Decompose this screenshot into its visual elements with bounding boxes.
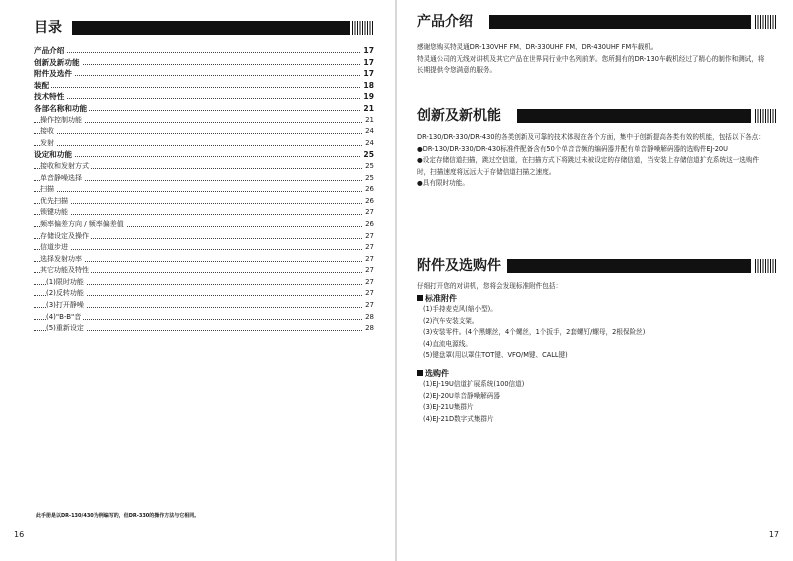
toc-entry [34,184,374,196]
header-bar [517,109,751,123]
toc-leader-dots [34,261,374,262]
toc-entry-label: (5)重新设定 [46,324,84,333]
toc-entry [34,323,374,335]
toc-entry [34,126,374,138]
toc-entry [34,45,374,57]
toc-leader-dots [34,133,374,134]
section-title-intro: 产品介绍 [417,14,473,30]
toc-entry [34,138,374,150]
toc-entry [34,277,374,289]
intro-paragraph [417,42,767,77]
toc-entry [34,91,374,103]
toc-entry-label: 优先扫描 [40,196,68,205]
toc-entry-page: 18 [363,80,374,90]
accessories-paragraph [417,281,767,425]
table-of-contents [34,45,374,335]
toc-entry-label: 创新及新功能 [34,57,80,67]
toc-entry-label: 扫描 [40,185,54,194]
toc-entry-label: 存储设定及操作 [40,231,89,240]
intro-line: 特灵通公司的无线对讲机及其它产品在世界同行业中名列前茅。您所拥有的DR-130车载机经过了精心的制作和测试，将长期提供令您满意的服务。 [417,54,765,74]
toc-entry-page: 27 [363,254,374,266]
toc-entry [34,219,374,231]
toc-leader-dots [34,249,374,250]
toc-entry-page: 25 [363,161,374,173]
toc-entry [34,265,374,277]
standard-item: (5)键盘罩(用以罩住TOT键、VFO/M键、CALL键) [423,351,568,359]
toc-entry-label: 操作控制功能 [40,115,82,124]
toc-entry-page: 21 [363,115,374,127]
section-header-intro [417,11,777,33]
toc-leader-dots [34,214,374,215]
toc-entry [34,231,374,243]
innovation-bullet: ●具有限时功能。 [417,179,469,187]
standard-item: (2)汽车安装支架。 [423,316,479,325]
header-bar [507,259,751,273]
toc-entry-page: 25 [363,173,374,185]
toc-entry-label: (2)反转功能 [46,289,84,298]
toc-entry-page: 17 [363,46,374,55]
toc-entry [34,242,374,254]
toc-entry [34,196,374,208]
toc-entry [34,103,374,115]
intro-line: 感谢您购买特灵通DR-130VHF FM、DR-330UHF FM、DR-430UHF FM车载机。 [417,43,658,51]
right-page [397,0,793,561]
toc-entry-page: 27 [363,265,374,277]
section-header-innovation [417,105,777,127]
innovation-bullet: ●设定存储信道扫描，跳过空信道，在扫描方式下将跳过未被设定的存储信道，当安装上存储信道扩充系统这一选购件时，扫描速度将远远大于存储信道扫描之速度。 [417,156,760,176]
toc-entry-label: 发射 [40,138,54,147]
toc-entry [34,149,374,161]
toc-entry-page: 17 [363,69,374,79]
innovation-bullet: ●DR-130/DR-330/DR-430标准件配备含有50个单音音频的编码器并配有单音静噪解码器的选购件EJ-20U [417,144,728,153]
toc-entry-page: 26 [363,184,374,196]
toc-header [34,17,374,39]
optional-item: (4)EJ-21D数字式集群片 [423,414,494,423]
page-number-left: 16 [14,530,25,539]
header-barcode [755,109,777,123]
toc-entry-page: 28 [363,323,374,335]
optional-accessories-title [417,368,767,380]
toc-entry [34,288,374,300]
toc-entry-page: 27 [363,242,374,254]
toc-entry [34,57,374,69]
toc-entry-page: 28 [363,312,374,324]
toc-entry-label: 接收和发射方式 [40,161,89,170]
header-barcode [352,21,374,35]
toc-entry [34,254,374,266]
toc-leader-dots [34,64,374,65]
innovation-paragraph [417,132,767,190]
footnote: 此手册是以DR-130/430为例编写的，但DR-330的操作方法与它相同。 [36,513,200,519]
optional-item: (2)EJ-20U单音静噪解码器 [423,391,500,400]
toc-leader-dots [34,52,374,53]
page-number-right: 17 [768,530,779,539]
toc-entry [34,207,374,219]
toc-entry [34,68,374,80]
toc-leader-dots [34,145,374,146]
toc-entry-page: 27 [363,207,374,219]
toc-entry-page: 26 [363,196,374,208]
square-bullet-icon [417,295,423,301]
standard-accessories-label: 标准附件 [425,293,457,303]
toc-entry-page: 27 [363,300,374,312]
toc-entry-label: (4)"B-B"音 [46,312,82,321]
square-bullet-icon [417,370,423,376]
innovation-line: DR-130/DR-330/DR-430的各类创新及可靠的技术体现在各个方面，集中于创新提高各类有效的机能，包括以下各点： [417,133,765,141]
section-header-accessories [417,255,777,277]
header-bar [72,21,350,35]
toc-entry-label: 装配 [34,80,50,90]
accessories-intro: 仔细打开您的对讲机，您将会发现标准附件包括： [417,282,563,290]
toc-entry-label: (1)限时功能 [46,277,84,286]
toc-entry-page: 24 [363,126,374,138]
header-bar [489,15,751,29]
toc-entry-label: 锁键功能 [40,208,68,217]
toc-entry-page: 27 [363,231,374,243]
standard-item: (4)直流电源线。 [423,339,472,348]
optional-accessories-label: 选购件 [425,368,449,378]
toc-entry-page: 25 [363,150,374,160]
toc-entry [34,300,374,312]
toc-title: 目录 [34,20,62,36]
toc-entry-label: 附件及选件 [34,69,72,79]
toc-leader-dots [34,203,374,204]
toc-entry-label: 单音静噪选择 [40,173,82,182]
toc-entry-label: 选择发射功率 [40,254,82,263]
optional-item: (1)EJ-19U信道扩展系统(100信道) [423,380,525,388]
toc-entry [34,115,374,127]
toc-entry-label: (3)打开静噪 [46,301,84,310]
header-barcode [755,15,777,29]
toc-leader-dots [34,122,374,123]
left-page [0,0,396,561]
toc-entry-label: 信道步进 [40,243,68,252]
toc-entry-page: 19 [363,92,374,102]
toc-leader-dots [34,191,374,192]
toc-entry-label: 技术特性 [34,92,65,102]
toc-entry-page: 21 [363,103,374,113]
toc-entry-label: 各部名称和功能 [34,103,88,113]
toc-entry-page: 27 [363,288,374,300]
optional-item: (3)EJ-21U集群片 [423,403,474,411]
toc-entry [34,312,374,324]
section-title-innovation: 创新及新机能 [417,108,501,124]
header-barcode [755,259,777,273]
toc-leader-dots [34,319,374,320]
toc-entry-page: 27 [363,277,374,289]
section-title-accessories: 附件及选购件 [417,258,501,274]
standard-item: (1)手持麦克风(缩小型)。 [423,305,497,313]
toc-entry-page: 26 [363,219,374,231]
toc-entry-page: 24 [363,138,374,150]
toc-entry [34,161,374,173]
toc-entry [34,80,374,92]
toc-leader-dots [34,180,374,181]
toc-entry-label: 产品介绍 [34,46,65,55]
toc-entry-page: 17 [363,57,374,67]
standard-item: (3)安装零件。(4个黑螺丝，4个螺丝，1个扳手，2套螺钉/螺母，2根保险丝) [423,328,646,336]
standard-accessories-title [417,293,767,305]
toc-entry [34,173,374,185]
toc-leader-dots [34,156,374,157]
toc-entry-label: 其它功能及特性 [40,266,89,275]
toc-entry-label: 设定和功能 [34,150,72,160]
toc-leader-dots [34,87,374,88]
toc-entry-label: 频率偏差方向 / 频率偏差值 [40,219,124,228]
toc-entry-label: 接收 [40,127,54,136]
toc-leader-dots [34,98,374,99]
toc-leader-dots [34,75,374,76]
